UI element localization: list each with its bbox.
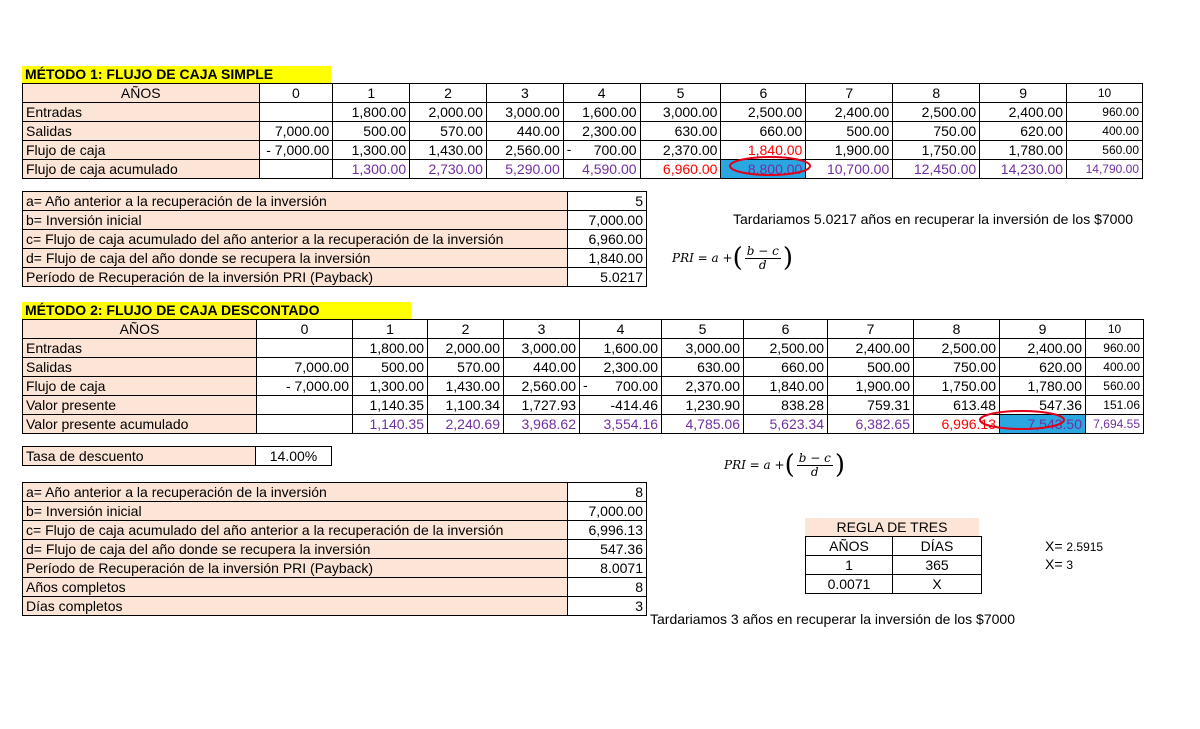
param-value: 7,000.00 <box>568 211 647 230</box>
cell: 2,370.00 <box>640 141 721 160</box>
pri-formula-1: PRI = a + ( $\frac{b - c}{d}$ ) <box>672 243 793 273</box>
cell: 660.00 <box>744 358 828 377</box>
cell: 1,140.35 <box>353 415 428 434</box>
param-value: 3 <box>568 597 647 616</box>
cell: 2,000.00 <box>428 339 504 358</box>
cell: 960.00 <box>1086 339 1144 358</box>
cell: 750.00 <box>914 358 1000 377</box>
cell: 6,382.65 <box>828 415 914 434</box>
cell: 1,750.00 <box>914 377 1000 396</box>
cell: X <box>893 575 982 594</box>
cell: 1,780.00 <box>1000 377 1086 396</box>
param-label: Período de Recuperación de la inversión PRI (Payback) <box>23 268 568 287</box>
cell: 6,996.13 <box>914 415 1000 434</box>
cell: 1,600.00 <box>580 339 662 358</box>
cell: 1,900.00 <box>806 141 893 160</box>
cell: 2,560.00 <box>504 377 580 396</box>
cell: 4,785.06 <box>662 415 744 434</box>
cell: 613.48 <box>914 396 1000 415</box>
formula-numerator: b − c <box>798 450 831 465</box>
param-label: c= Flujo de caja acumulado del año anterior a la recuperación de la inversión <box>23 230 568 249</box>
row-label: Flujo de caja <box>23 141 260 160</box>
cell: 500.00 <box>828 358 914 377</box>
header-cell: AÑOS <box>23 320 257 339</box>
cell: 2,560.00 <box>486 141 563 160</box>
x-value: 3 <box>1066 558 1074 572</box>
table-row <box>23 521 647 540</box>
param-value: 6,960.00 <box>568 230 647 249</box>
table-row <box>806 537 982 556</box>
cell <box>259 103 333 122</box>
cell: 1,430.00 <box>428 377 504 396</box>
header-cell: 5 <box>662 320 744 339</box>
table-row <box>23 578 647 597</box>
cell: 2,400.00 <box>828 339 914 358</box>
row-label: Salidas <box>23 122 260 141</box>
cell: 1,140.35 <box>353 396 428 415</box>
table-row <box>23 377 1144 396</box>
header-cell: 6 <box>721 84 806 103</box>
header-cell: 2 <box>410 84 487 103</box>
param-value: 1,840.00 <box>568 249 647 268</box>
param-value: 5 <box>568 192 647 211</box>
cell: 5,290.00 <box>486 160 563 179</box>
header-cell: 3 <box>504 320 580 339</box>
cell: 2,500.00 <box>893 103 980 122</box>
cell-value: 700.00 <box>593 141 637 158</box>
header-cell: 2 <box>428 320 504 339</box>
cell: 1,230.90 <box>662 396 744 415</box>
table-row <box>23 268 647 287</box>
table-row <box>23 483 647 502</box>
header-cell: 1 <box>333 84 410 103</box>
method1-conclusion: Tardariamos 5.0217 años en recuperar la inversión de los $7000 <box>733 211 1134 227</box>
cell: 750.00 <box>893 122 980 141</box>
formula-denominator: d <box>758 257 767 272</box>
param-label: Años completos <box>23 578 568 597</box>
cell: 1,800.00 <box>353 339 428 358</box>
table-row <box>23 559 647 578</box>
minus-sign: - <box>583 377 588 393</box>
header-cell: 0 <box>257 320 353 339</box>
formula-denominator: d <box>810 464 819 479</box>
row-label: Flujo de caja acumulado <box>23 160 260 179</box>
param-value: 547.36 <box>568 540 647 559</box>
cell: 2,400.00 <box>806 103 893 122</box>
cell: 151.06 <box>1086 396 1144 415</box>
header-cell: 7 <box>806 84 893 103</box>
cell: 7,000.00 <box>257 358 353 377</box>
cell: 6,960.00 <box>640 160 721 179</box>
formula-lhs: PRI = a + <box>724 458 785 472</box>
x-result-2 <box>1045 556 1073 572</box>
table-row <box>806 575 982 594</box>
cell: 400.00 <box>1086 358 1144 377</box>
param-value: 8.0071 <box>568 559 647 578</box>
table-row <box>806 556 982 575</box>
param-value: 8 <box>568 578 647 597</box>
param-label: Días completos <box>23 597 568 616</box>
header-cell: 9 <box>1000 320 1086 339</box>
param-label: d= Flujo de caja del año donde se recupera la inversión <box>23 249 568 268</box>
cell: 12,450.00 <box>893 160 980 179</box>
cell: 630.00 <box>640 122 721 141</box>
method2-conclusion: Tardariamos 3 años en recuperar la inversión de los $7000 <box>650 611 1015 627</box>
cell: 0.0071 <box>806 575 893 594</box>
table-row <box>23 103 1143 122</box>
row-label: Flujo de caja <box>23 377 257 396</box>
cell: 660.00 <box>721 122 806 141</box>
x-result-1 <box>1045 538 1103 554</box>
header-cell: 6 <box>744 320 828 339</box>
param-label: a= Año anterior a la recuperación de la inversión <box>23 192 568 211</box>
cell: 3,000.00 <box>504 339 580 358</box>
row-label: Salidas <box>23 358 257 377</box>
cell: 570.00 <box>410 122 487 141</box>
red-circle-annotation <box>726 154 814 178</box>
cell: 500.00 <box>353 358 428 377</box>
cell: 1,300.00 <box>333 141 410 160</box>
regla-de-tres-table <box>805 536 982 594</box>
cell: 1,300.00 <box>353 377 428 396</box>
table-row <box>23 597 647 616</box>
table-row <box>23 339 1144 358</box>
param-value: 8 <box>568 483 647 502</box>
header-cell: 8 <box>914 320 1000 339</box>
formula-numerator: b − c <box>746 243 779 258</box>
cell: 500.00 <box>806 122 893 141</box>
param-value: 7,000.00 <box>568 502 647 521</box>
cell <box>257 396 353 415</box>
cell: 14,230.00 <box>980 160 1067 179</box>
cell: -414.46 <box>580 396 662 415</box>
cell: 1,600.00 <box>563 103 640 122</box>
cell: 1,800.00 <box>333 103 410 122</box>
header-cell: 10 <box>1086 320 1144 339</box>
method2-params-table <box>22 482 647 616</box>
regla-de-tres-title: REGLA DE TRES <box>805 518 979 536</box>
cell: 440.00 <box>486 122 563 141</box>
param-label: b= Inversión inicial <box>23 211 568 230</box>
cell: 500.00 <box>333 122 410 141</box>
table-row <box>23 230 647 249</box>
header-cell: AÑOS <box>23 84 260 103</box>
row-label: Valor presente <box>23 396 257 415</box>
header-cell: 3 <box>486 84 563 103</box>
param-label: c= Flujo de caja acumulado del año anterior a la recuperación de la inversión <box>23 521 568 540</box>
table-row <box>23 447 332 466</box>
cell: 2,500.00 <box>744 339 828 358</box>
method1-title: MÉTODO 1: FLUJO DE CAJA SIMPLE <box>22 66 331 83</box>
param-label: Período de Recuperación de la inversión PRI (Payback) <box>23 559 568 578</box>
cell-value: 700.00 <box>615 377 658 394</box>
cell: 14,790.00 <box>1067 160 1143 179</box>
red-circle-annotation <box>976 408 1068 432</box>
header-cell: 4 <box>563 84 640 103</box>
cell: 3,554.16 <box>580 415 662 434</box>
cell: - 7,000.00 <box>259 141 333 160</box>
cell: 2,000.00 <box>410 103 487 122</box>
cell: 560.00 <box>1067 141 1143 160</box>
method1-table <box>22 83 1143 179</box>
cell-highlighted: 7,543.50 <box>1000 415 1086 434</box>
cell: 365 <box>893 556 982 575</box>
cell: 7,000.00 <box>259 122 333 141</box>
rate-value: 14.00% <box>256 447 332 466</box>
cell: 2,730.00 <box>410 160 487 179</box>
cell <box>259 160 333 179</box>
table-row <box>23 122 1143 141</box>
cell: 630.00 <box>662 358 744 377</box>
cell: 838.28 <box>744 396 828 415</box>
table-row <box>23 249 647 268</box>
cell <box>580 377 662 396</box>
cell: 5,623.34 <box>744 415 828 434</box>
cell: 7,694.55 <box>1086 415 1144 434</box>
cell: 2,240.69 <box>428 415 504 434</box>
table-row <box>23 358 1144 377</box>
header-cell: 0 <box>259 84 333 103</box>
cell: 440.00 <box>504 358 580 377</box>
regla-header: AÑOS <box>806 537 893 556</box>
cell: 1,900.00 <box>828 377 914 396</box>
x-value: 2.5915 <box>1066 540 1104 554</box>
cell: 1,780.00 <box>980 141 1067 160</box>
header-cell: 7 <box>828 320 914 339</box>
table-row <box>23 160 1143 179</box>
cell <box>563 141 640 160</box>
cell: 2,400.00 <box>1000 339 1086 358</box>
cell: 1 <box>806 556 893 575</box>
cell: 2,370.00 <box>662 377 744 396</box>
header-cell: 4 <box>580 320 662 339</box>
cell: 1,840.00 <box>744 377 828 396</box>
method2-title: MÉTODO 2: FLUJO DE CAJA DESCONTADO <box>22 302 411 319</box>
discount-rate-table <box>22 446 332 466</box>
cell: 1,100.34 <box>428 396 504 415</box>
header-cell: 8 <box>893 84 980 103</box>
cell: - 7,000.00 <box>257 377 353 396</box>
x-label: X= <box>1045 538 1063 554</box>
cell: 4,590.00 <box>563 160 640 179</box>
table-row <box>23 141 1143 160</box>
cell: 547.36 <box>1000 396 1086 415</box>
cell: 2,500.00 <box>914 339 1000 358</box>
cell <box>257 339 353 358</box>
table-row <box>23 192 647 211</box>
param-value: 6,996.13 <box>568 521 647 540</box>
x-label: X= <box>1045 556 1063 572</box>
table-row <box>23 502 647 521</box>
param-value: 5.0217 <box>568 268 647 287</box>
cell: 1,300.00 <box>333 160 410 179</box>
method1-params-table <box>22 191 647 287</box>
cell: 2,300.00 <box>563 122 640 141</box>
header-cell: 5 <box>640 84 721 103</box>
cell-highlighted: 8,800.00 <box>721 160 806 179</box>
header-cell: 9 <box>980 84 1067 103</box>
cell: 2,400.00 <box>980 103 1067 122</box>
cell: 400.00 <box>1067 122 1143 141</box>
cell: 570.00 <box>428 358 504 377</box>
cell: 3,000.00 <box>486 103 563 122</box>
cell: 2,500.00 <box>721 103 806 122</box>
cell: 620.00 <box>980 122 1067 141</box>
cell: 3,968.62 <box>504 415 580 434</box>
cell: 2,300.00 <box>580 358 662 377</box>
cell: 1,727.93 <box>504 396 580 415</box>
method1-header-row <box>23 84 1143 103</box>
row-label: Entradas <box>23 339 257 358</box>
method2-header-row <box>23 320 1144 339</box>
table-row <box>23 540 647 559</box>
cell: 1,840.00 <box>721 141 806 160</box>
cell: 3,000.00 <box>640 103 721 122</box>
cell: 759.31 <box>828 396 914 415</box>
param-label: d= Flujo de caja del año donde se recupera la inversión <box>23 540 568 559</box>
formula-lhs: PRI = a + <box>672 251 733 265</box>
cell: 10,700.00 <box>806 160 893 179</box>
cell: 620.00 <box>1000 358 1086 377</box>
header-cell: 1 <box>353 320 428 339</box>
cell: 960.00 <box>1067 103 1143 122</box>
rate-label: Tasa de descuento <box>23 447 256 466</box>
minus-sign: - <box>566 141 572 157</box>
cell: 1,750.00 <box>893 141 980 160</box>
param-label: b= Inversión inicial <box>23 502 568 521</box>
cell: 3,000.00 <box>662 339 744 358</box>
pri-formula-2: PRI = a + ( $\frac{b - c}{d}$ ) <box>724 450 845 480</box>
cell: 560.00 <box>1086 377 1144 396</box>
header-cell: 10 <box>1067 84 1143 103</box>
row-label: Entradas <box>23 103 260 122</box>
param-label: a= Año anterior a la recuperación de la inversión <box>23 483 568 502</box>
table-row <box>23 211 647 230</box>
cell <box>257 415 353 434</box>
cell: 1,430.00 <box>410 141 487 160</box>
row-label: Valor presente acumulado <box>23 415 257 434</box>
regla-header: DÍAS <box>893 537 982 556</box>
